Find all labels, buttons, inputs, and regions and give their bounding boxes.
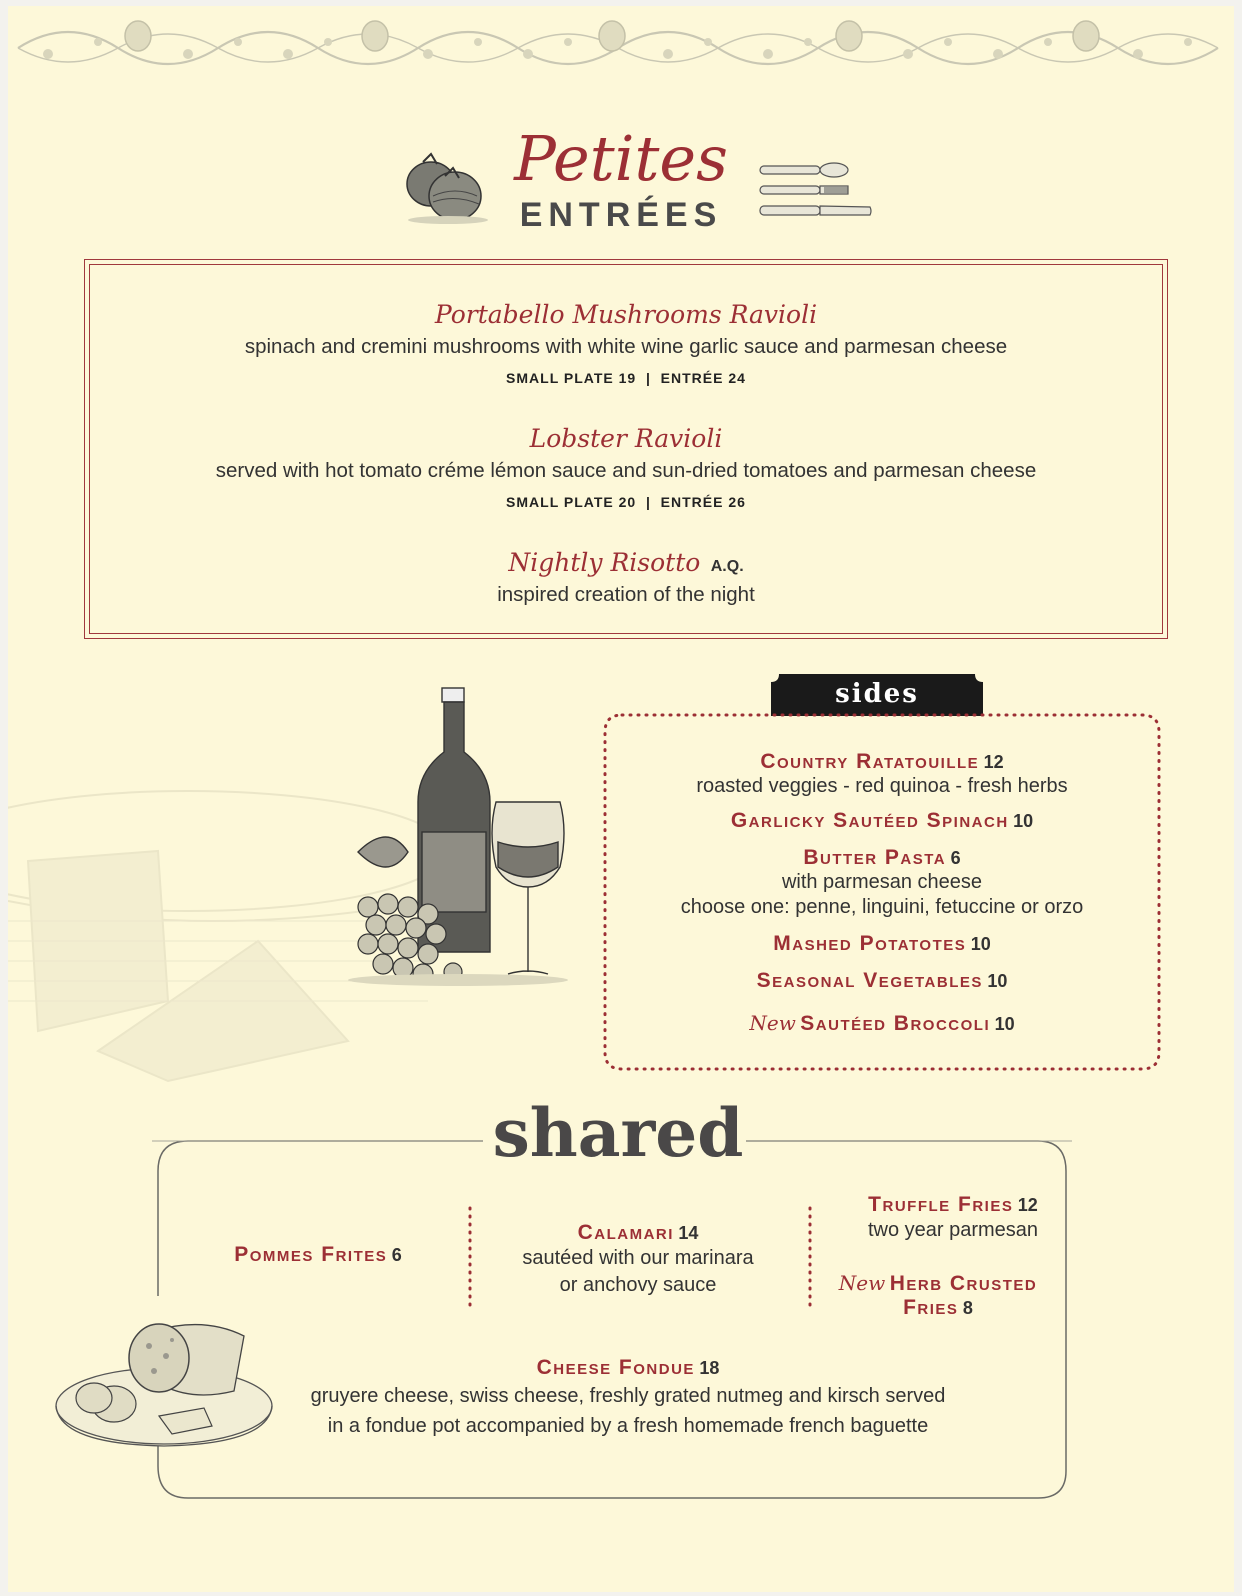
side-price: 10 [994, 1014, 1015, 1034]
new-tag: New [838, 1271, 886, 1295]
entrees-frame [84, 259, 1168, 639]
shared-name: Truffle Fries [868, 1193, 1014, 1216]
shared-name: Fries [903, 1296, 959, 1319]
new-tag: New [749, 1011, 796, 1035]
salami-board-illustration-icon [54, 1316, 284, 1456]
entree-prices: SMALL PLATE 19 | ENTRÉE 24 [506, 370, 746, 386]
shared-description: sautéed with our marinara [522, 1247, 754, 1269]
entree-name: Nightly Risotto [508, 548, 701, 577]
shared-description: gruyere cheese, swiss cheese, freshly grated nutmeg and kirsch served [310, 1385, 946, 1407]
shared-description: in a fondue pot accompanied by a fresh homemade french baguette [327, 1415, 929, 1437]
side-item [602, 932, 1162, 956]
entree-description: served with hot tomato créme lémon sauce and sun-dried tomatoes and parmesan cheese [215, 459, 1037, 482]
shared-item [823, 1193, 1083, 1244]
shared-name: Calamari [577, 1221, 674, 1244]
side-name: Seasonal Vegetables [756, 969, 983, 992]
shared-item [288, 1356, 968, 1440]
side-price: 10 [987, 971, 1008, 991]
shared-price: 6 [391, 1245, 402, 1265]
vine-border-decoration-icon [8, 6, 1234, 76]
side-name: Butter Pasta [803, 846, 947, 869]
shared-description: two year parmesan [867, 1219, 1039, 1241]
shared-item [198, 1243, 438, 1267]
side-item [602, 1011, 1162, 1036]
title-entrees: ENTRÉES [519, 196, 723, 234]
shared-name: Pommes Frites [234, 1243, 388, 1266]
side-description: roasted veggies - red quinoa - fresh herbs [696, 775, 1068, 797]
side-price: 10 [1013, 811, 1034, 831]
shared-title: shared [492, 1094, 744, 1172]
side-price: 10 [970, 934, 991, 954]
wine-grapes-illustration-icon [328, 682, 578, 1002]
shared-price: 14 [678, 1223, 699, 1243]
entree-item [85, 424, 1167, 510]
menu-page [8, 6, 1234, 1592]
entree-item [85, 548, 1167, 608]
side-description: with parmesan cheese [781, 871, 983, 893]
sides-title: sides [835, 679, 919, 709]
shared-description: or anchovy sauce [559, 1274, 717, 1296]
entree-description: spinach and cremini mushrooms with white wine garlic sauce and parmesan cheese [244, 335, 1008, 358]
side-item [602, 969, 1162, 993]
shared-price: 8 [962, 1298, 973, 1318]
entree-description: inspired creation of the night [497, 583, 755, 606]
shared-name: Herb Crusted [889, 1272, 1038, 1295]
side-item [602, 809, 1162, 833]
side-name: Garlicky Sautéed Spinach [730, 809, 1009, 832]
side-item [602, 846, 1162, 920]
side-name: Sautéed Broccoli [800, 1012, 991, 1035]
shared-price: 18 [699, 1358, 720, 1378]
entree-prices: SMALL PLATE 20 | ENTRÉE 26 [506, 494, 746, 510]
title-petites: Petites [514, 122, 728, 195]
cutlery-illustration-icon [758, 158, 878, 228]
shared-price: 12 [1017, 1195, 1038, 1215]
side-description: choose one: penne, linguini, fetuccine or orzo [680, 896, 1084, 918]
entree-price: A.Q. [710, 558, 744, 575]
entree-item [85, 300, 1167, 386]
entree-name: Lobster Ravioli [529, 424, 723, 453]
side-name: Mashed Potatotes [773, 932, 967, 955]
shared-item [488, 1221, 788, 1299]
shared-name: Cheese Fondue [536, 1356, 695, 1379]
side-price: 6 [950, 848, 961, 868]
side-name: Country Ratatouille [760, 750, 980, 773]
shared-item [808, 1271, 1068, 1320]
side-price: 12 [983, 752, 1004, 772]
side-item [602, 750, 1162, 799]
entree-name: Portabello Mushrooms Ravioli [434, 300, 818, 329]
